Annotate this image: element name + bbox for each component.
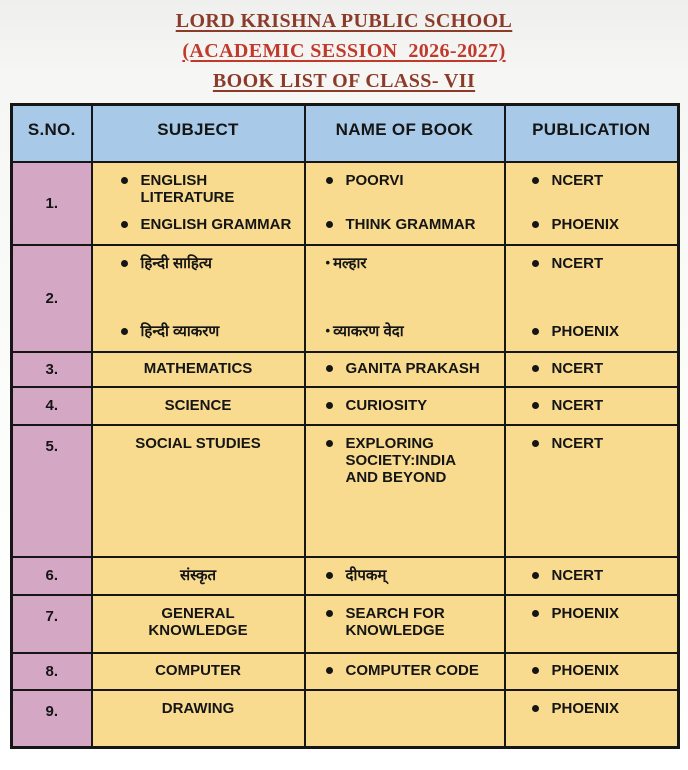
publication-cell: [505, 557, 679, 595]
subject-item: [121, 255, 300, 272]
publication-cell: [505, 352, 679, 387]
book-cell: [305, 425, 505, 557]
publication-cell: [505, 245, 679, 352]
bullet-icon: [532, 440, 539, 447]
bullet-icon: [532, 572, 539, 579]
academic-session: (ACADEMIC SESSION 2026-2027): [182, 40, 506, 62]
table-row: [12, 425, 679, 557]
publication-item: [532, 255, 674, 272]
book-text: मल्हार: [333, 254, 367, 272]
subject-cell: [92, 595, 305, 653]
publication-item: [532, 700, 674, 717]
book-item: [326, 323, 500, 340]
book-text: SEARCH FOR KNOWLEDGE: [345, 604, 445, 639]
subject-items: [93, 358, 304, 379]
serial-number: 4.: [45, 397, 58, 414]
subject-item: [162, 700, 235, 717]
table-header: [12, 105, 679, 162]
book-list-title: BOOK LIST OF CLASS- VII: [212, 70, 476, 92]
subject-cell: [92, 653, 305, 690]
publication-items: [506, 246, 678, 349]
book-cell: [305, 690, 505, 748]
document-header: [0, 0, 688, 96]
subject-items: [93, 246, 304, 349]
school-name: LORD KRISHNA PUBLIC SCHOOL: [175, 10, 513, 32]
publication-item: [532, 567, 674, 584]
book-text: POORVI: [345, 171, 404, 189]
book-item: [326, 255, 500, 272]
subject-cell: [92, 387, 305, 425]
subject-text: SOCIAL STUDIES: [135, 434, 261, 452]
publication-cell: [505, 595, 679, 653]
bullet-icon: [121, 177, 128, 184]
publication-text: NCERT: [551, 254, 604, 272]
table-row: [12, 245, 679, 352]
serial-number: 7.: [45, 607, 58, 625]
publication-item: [532, 360, 674, 377]
subject-cell: [92, 162, 305, 245]
serial-number-cell: [12, 653, 92, 690]
book-list-table: [10, 103, 680, 749]
subject-text: हिन्दी साहित्य: [140, 254, 212, 272]
book-item: [326, 662, 500, 679]
subject-items: [93, 565, 304, 586]
book-items: [306, 565, 504, 586]
subject-items: [93, 691, 304, 725]
book-item: [326, 567, 500, 584]
serial-number-cell: [12, 690, 92, 748]
serial-number-cell: [12, 425, 92, 557]
book-item: [326, 397, 500, 414]
book-item: [326, 435, 500, 487]
publication-text: PHOENIX: [551, 662, 620, 680]
subject-item: [135, 435, 261, 452]
serial-number: 5.: [45, 437, 58, 455]
publication-items: [506, 596, 678, 630]
book-text: GANITA PRAKASH: [345, 360, 480, 378]
subject-items: [93, 660, 304, 681]
subject-text: ENGLISH LITERATURE: [140, 171, 235, 206]
subject-item: [180, 567, 216, 584]
publication-item: [532, 397, 674, 414]
publication-items: [506, 163, 678, 242]
bullet-icon: [532, 705, 539, 712]
subject-item: [155, 662, 241, 679]
book-text: CURIOSITY: [345, 396, 428, 414]
book-items: [306, 691, 504, 708]
serial-number-cell: [12, 557, 92, 595]
bullet-icon: [326, 667, 333, 674]
subject-text: GENERAL KNOWLEDGE: [148, 604, 248, 639]
column-header-s-no: S.NO.: [12, 105, 92, 162]
publication-items: [506, 426, 678, 460]
column-header-publication: PUBLICATION: [505, 105, 679, 162]
book-cell: [305, 352, 505, 387]
serial-number-cell: [12, 352, 92, 387]
bullet-icon: [326, 610, 333, 617]
table-row: [12, 557, 679, 595]
book-cell: [305, 595, 505, 653]
publication-item: [532, 216, 674, 233]
subject-item: [121, 216, 300, 233]
bullet-icon: [326, 177, 333, 184]
bullet-icon: [326, 440, 333, 447]
book-item: [326, 216, 500, 233]
publication-items: [506, 691, 678, 725]
serial-number-cell: [12, 162, 92, 245]
table-row: [12, 690, 679, 748]
book-text: EXPLORING SOCIETY:INDIA AND BEYOND: [345, 434, 456, 486]
subject-text: SCIENCE: [164, 396, 232, 414]
subject-item: [119, 605, 277, 640]
subject-text: COMPUTER: [155, 662, 241, 680]
book-cell: [305, 387, 505, 425]
publication-text: PHOENIX: [551, 323, 620, 341]
serial-number: 2.: [45, 289, 58, 307]
subject-text: संस्कृत: [179, 566, 217, 584]
publication-items: [506, 358, 678, 379]
book-items: [306, 246, 504, 349]
bullet-icon: [121, 260, 128, 267]
bullet-icon: [121, 328, 128, 335]
book-item: [326, 360, 500, 377]
bullet-icon: [326, 221, 333, 228]
book-items: [306, 596, 504, 648]
table-row: [12, 653, 679, 690]
publication-items: [506, 565, 678, 586]
serial-number: 8.: [45, 662, 58, 680]
book-cell: [305, 557, 505, 595]
book-cell: [305, 653, 505, 690]
subject-text: हिन्दी व्याकरण: [140, 323, 220, 341]
table-row: [12, 595, 679, 653]
publication-item: [532, 435, 674, 452]
subject-text: DRAWING: [161, 699, 235, 717]
book-text: दीपकम्: [345, 566, 387, 584]
publication-text: PHOENIX: [551, 699, 620, 717]
subject-cell: [92, 245, 305, 352]
publication-item: [532, 662, 674, 679]
bullet-icon: [326, 402, 333, 409]
serial-number-cell: [12, 245, 92, 352]
bullet-icon: [326, 365, 333, 372]
bullet-icon: •: [325, 254, 331, 270]
serial-number: 9.: [45, 702, 58, 720]
table-header-row: [12, 105, 679, 162]
bullet-icon: [532, 328, 539, 335]
book-cell: [305, 162, 505, 245]
subject-cell: [92, 690, 305, 748]
publication-text: NCERT: [551, 396, 604, 414]
book-items: [306, 426, 504, 495]
publication-text: PHOENIX: [551, 216, 620, 234]
subject-text: ENGLISH GRAMMAR: [140, 216, 292, 234]
book-text: व्याकरण वेदा: [333, 323, 404, 341]
publication-item: [532, 172, 674, 189]
book-item: [326, 172, 500, 189]
publication-cell: [505, 162, 679, 245]
subject-text: MATHEMATICS: [143, 360, 253, 378]
publication-item: [532, 605, 674, 622]
serial-number: 3.: [45, 360, 58, 378]
bullet-icon: [121, 221, 128, 228]
serial-number: 6.: [45, 567, 58, 584]
publication-text: PHOENIX: [551, 604, 620, 622]
table-row: [12, 387, 679, 425]
subject-items: [93, 395, 304, 416]
subject-items: [93, 163, 304, 242]
publication-text: NCERT: [551, 171, 604, 189]
book-items: [306, 358, 504, 379]
table-row: [12, 352, 679, 387]
bullet-icon: [532, 402, 539, 409]
subject-cell: [92, 425, 305, 557]
publication-cell: [505, 690, 679, 748]
book-text: THINK GRAMMAR: [345, 216, 476, 234]
bullet-icon: [326, 572, 333, 579]
publication-cell: [505, 387, 679, 425]
bullet-icon: [532, 260, 539, 267]
bullet-icon: [532, 610, 539, 617]
publication-text: NCERT: [551, 566, 604, 584]
column-header-subject: SUBJECT: [92, 105, 305, 162]
column-header-name-of-book: NAME OF BOOK: [305, 105, 505, 162]
publication-text: NCERT: [551, 360, 604, 378]
book-text: COMPUTER CODE: [345, 662, 479, 680]
bullet-icon: [532, 667, 539, 674]
bullet-icon: [532, 177, 539, 184]
table-body: [12, 162, 679, 748]
publication-cell: [505, 425, 679, 557]
publication-items: [506, 660, 678, 681]
subject-items: [93, 426, 304, 460]
book-item: [326, 605, 500, 640]
book-items: [306, 163, 504, 242]
serial-number-cell: [12, 387, 92, 425]
serial-number: 1.: [45, 194, 58, 212]
subject-item: [121, 172, 300, 207]
table-row: [12, 162, 679, 245]
bullet-icon: •: [325, 323, 331, 339]
subject-item: [121, 323, 300, 340]
subject-cell: [92, 557, 305, 595]
book-items: [306, 660, 504, 681]
subject-cell: [92, 352, 305, 387]
book-cell: [305, 245, 505, 352]
bullet-icon: [532, 221, 539, 228]
publication-cell: [505, 653, 679, 690]
bullet-icon: [532, 365, 539, 372]
publication-items: [506, 395, 678, 416]
subject-item: [144, 360, 253, 377]
serial-number-cell: [12, 595, 92, 653]
subject-item: [165, 397, 232, 414]
publication-text: NCERT: [551, 434, 604, 452]
subject-items: [93, 596, 304, 648]
publication-item: [532, 323, 674, 340]
book-items: [306, 395, 504, 416]
